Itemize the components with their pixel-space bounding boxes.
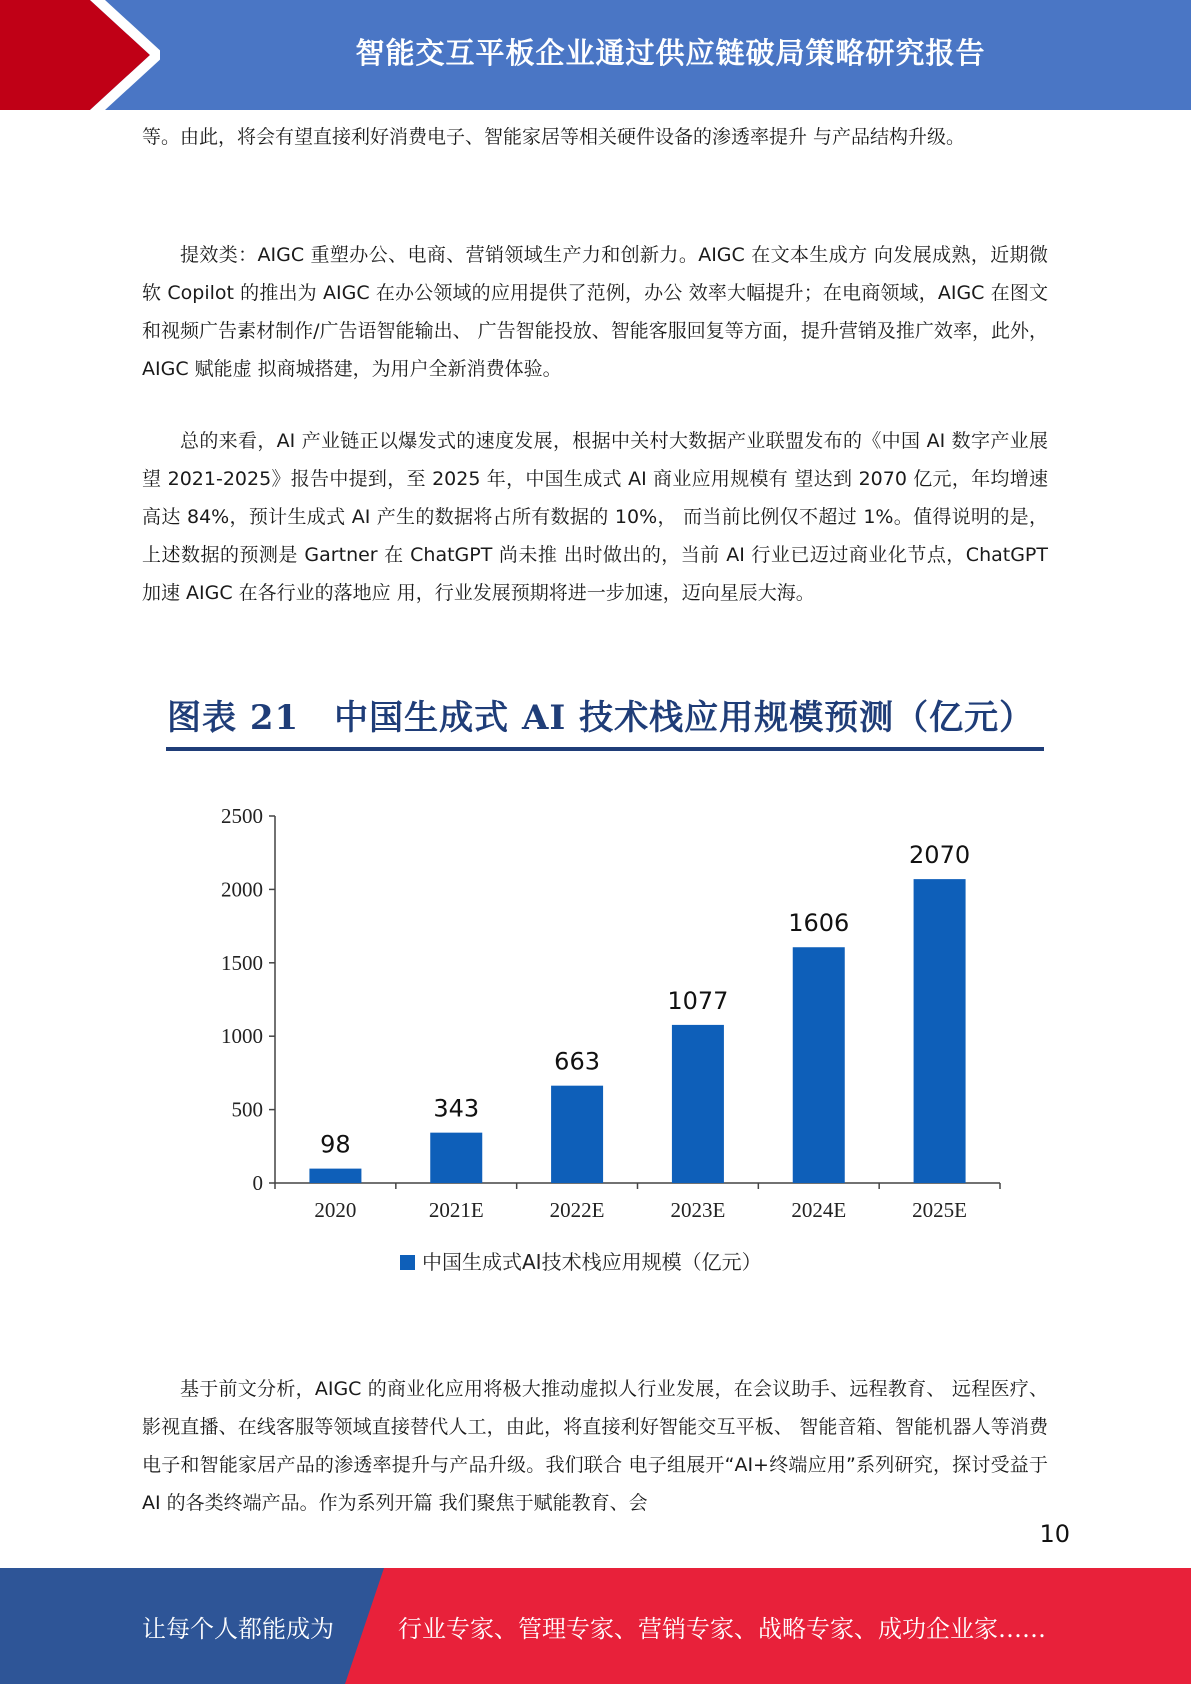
data-label-2021E: 343 bbox=[433, 1094, 480, 1123]
page-footer bbox=[0, 1568, 1191, 1684]
y-tick-label: 1500 bbox=[221, 950, 263, 975]
x-tick-label: 2023E bbox=[670, 1198, 726, 1222]
paragraph-2: 提效类：AIGC 重塑办公、电商、营销领域生产力和创新力。AIGC 在文本生成方 向发展成熟，近期微软 Copilot 的推出为 AIGC 在办公领域的应用提供了范例，办公 效率大幅提升；在电商领域，AIGC 在图文和视频广告素材制作/广告语智能输出、 广告智能投放、智能客服回复等方面，提升营销及推广效率，此外，AIGC 赋能虚 拟商城搭建，为用户全新消费体验。 bbox=[142, 244, 1048, 380]
x-tick-label: 2024E bbox=[791, 1198, 847, 1222]
paragraph-4: 基于前文分析，AIGC 的商业化应用将极大推动虚拟人行业发展，在会议助手、远程教育、 远程医疗、影视直播、在线客服等领域直接替代人工，由此，将直接利好智能交互平板、 智能音箱、智能机器人等消费电子和智能家居产品的渗透率提升与产品升级。我们联合 电子组展开“AI+终端应用”系列研究，探讨受益于 AI 的各类终端产品。作为系列开篇 我们聚焦于赋能教育、会 bbox=[142, 1378, 1048, 1514]
data-label-2020: 98 bbox=[320, 1130, 351, 1159]
header-arrow-icon bbox=[0, 0, 160, 110]
y-tick-label: 2000 bbox=[221, 877, 263, 902]
page-header bbox=[0, 0, 1191, 110]
bar-2023E bbox=[672, 1025, 724, 1183]
page-number: 10 bbox=[1039, 1520, 1070, 1548]
footer-slogan-right: 行业专家、管理专家、营销专家、战略专家、成功企业家…… bbox=[398, 1614, 1046, 1643]
bar-2021E bbox=[430, 1133, 482, 1183]
y-tick-label: 1000 bbox=[221, 1024, 263, 1049]
paragraph-1: 等。由此，将会有望直接利好消费电子、智能家居等相关硬件设备的渗透率提升 与产品结构升级。 bbox=[142, 126, 966, 148]
bar-2024E bbox=[793, 947, 845, 1183]
figure-title-rule bbox=[166, 747, 1044, 751]
legend-swatch bbox=[400, 1255, 415, 1270]
y-tick-label: 500 bbox=[231, 1097, 263, 1122]
data-label-2023E: 1077 bbox=[667, 986, 729, 1015]
bar-2025E bbox=[914, 879, 966, 1183]
paragraph-3: 总的来看，AI 产业链正以爆发式的速度发展，根据中关村大数据产业联盟发布的《中国 AI 数字产业展望 2021-2025》报告中提到，至 2025 年，中国生成式 AI 商业应用规模有 望达到 2070 亿元，年均增速高达 84%，预计生成式 AI 产生的数据将占所有数据的 10%， 而当前比例仅不超过 1%。值得说明的是，上述数据的预测是 Gartner 在 ChatGPT 尚未推 出时做出的，当前 AI 行业已迈过商业化节点，ChatGPT 加速 AIGC 在各行业的落地应 用，行业发展预期将进一步加速，迈向星辰大海。 bbox=[142, 430, 1048, 604]
data-label-2025E: 2070 bbox=[909, 841, 971, 870]
x-tick-label: 2022E bbox=[549, 1198, 605, 1222]
x-tick-label: 2020 bbox=[314, 1198, 357, 1222]
report-title: 智能交互平板企业通过供应链破局策略研究报告 bbox=[355, 35, 986, 70]
data-label-2024E: 1606 bbox=[788, 909, 850, 938]
y-tick-label: 0 bbox=[252, 1171, 263, 1195]
bar-2022E bbox=[551, 1086, 603, 1183]
x-tick-label: 2025E bbox=[912, 1198, 967, 1222]
data-label-2022E: 663 bbox=[554, 1047, 600, 1076]
bar-2020 bbox=[309, 1169, 361, 1183]
x-tick-label: 2021E bbox=[428, 1198, 484, 1222]
y-tick-label: 2500 bbox=[221, 804, 263, 828]
figure-title: 图表 21 中国生成式 AI 技术栈应用规模预测（亿元） bbox=[167, 698, 1035, 738]
footer-slogan-left: 让每个人都能成为 bbox=[142, 1614, 334, 1643]
legend-label: 中国生成式AI技术栈应用规模（亿元） bbox=[422, 1250, 762, 1274]
